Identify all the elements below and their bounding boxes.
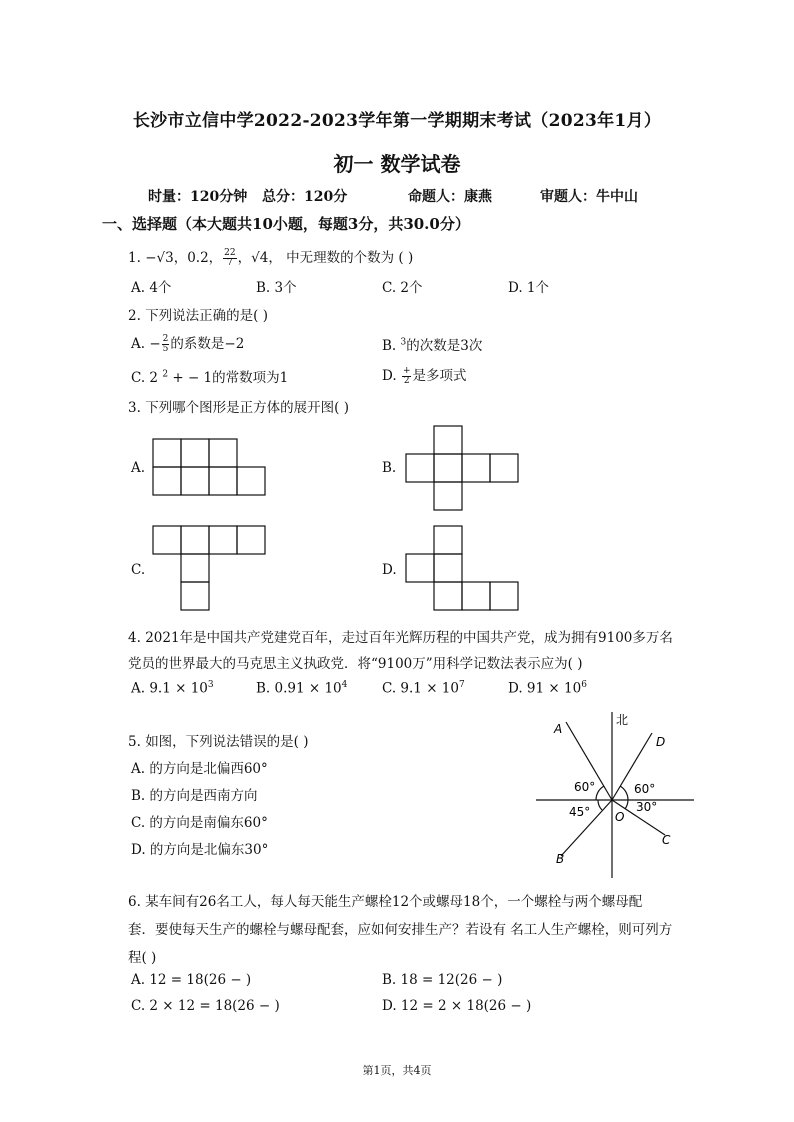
option-d: D. $91 \times 10^6$ [508,680,587,697]
option-b: B. $^3$的次数是3次 [382,337,483,354]
fraction: $\frac{22}{7}$ [224,248,236,268]
question-number: 2. [128,308,141,324]
option-c: C. $9.1 \times 10^7$ [382,680,465,697]
cube-net-b [405,425,525,513]
option-c: C. 的方向是南偏东60° [131,815,268,831]
option-a: A. − $\frac{2}{5}$ 的系数是−2 [131,334,245,354]
option-c: C. 2个 [382,280,423,296]
cube-net-c [152,525,272,613]
question-number: 1. [128,250,141,266]
question-number: 6. [128,894,141,910]
exam-score: 总分：120分 [262,189,348,205]
question-stem: 下列说法正确的是( ) [145,308,269,324]
ray-ob [561,800,612,856]
question-number: 5. [128,734,141,750]
angle-label-right-bottom: 30° [636,800,658,814]
figure-label-d: D. [382,562,397,578]
figure-label-c: C. [131,562,146,578]
section-heading: 一、选择题（本大题共10小题，每题3分，共30.0分） [102,215,470,233]
exam-title: 长沙市立信中学2022-2023学年第一学期期末考试（2023年1月） [132,111,662,131]
question-stem: 下列哪个图形是正方体的展开图( ) [145,400,350,416]
point-b-label: B [556,852,565,866]
angle-arc-right-bottom [625,800,628,809]
option-a: A. $9.1 \times 10^3$ [131,680,214,697]
option-b: B. 18 = 12(26 − ) [382,972,503,988]
question-stem: 某车间有26名工人，每人每天能生产螺栓12个或螺母18个，一个螺栓与两个螺母配 [145,894,643,910]
angle-arc-left-top [596,786,604,800]
option-d: D. 12 = 2 × 18(26 − ) [382,998,532,1014]
question-number: 3. [128,400,141,416]
point-c-label: C [662,833,671,847]
option-d: D. 1个 [508,280,550,296]
question-stem: −√3，0.2， [145,250,223,266]
exam-author: 命题人：康燕 [408,189,492,205]
point-a-label: A [554,722,563,736]
exam-time: 时量：120分钟 [148,189,248,205]
fraction: $\frac{2}{5}$ [162,334,169,354]
option-a: A. 的方向是北偏西60° [131,761,268,777]
option-a: A. 4个 [131,280,172,296]
fraction: $\frac{+}{2}$ [402,366,411,386]
figure-label-a: A. [131,460,146,476]
question-stem: 2021年是中国共产党建党百年，走过百年光辉历程的中国共产党，成为拥有9100多万名 [145,630,673,646]
question-3 [128,396,349,416]
option-b: B. $0.91 \times 10^4$ [256,680,348,697]
question-1 [128,246,413,268]
cube-net-a [152,438,272,498]
option-c: C. 2 × 12 = 18(26 − ) [131,998,280,1014]
page-footer: 第1页，共4页 [362,1064,432,1077]
angle-label-left-bottom: 45° [569,805,591,819]
ray-oc [612,800,665,835]
exam-reviewer: 审题人：牛中山 [540,189,638,205]
question-4-line-2: 党员的世界最大的马克思主义执政党．将“9100万”用科学记数法表示应为( ) [128,656,583,672]
angle-label-right-top: 60° [634,782,656,796]
option-b: B. 3个 [256,280,297,296]
option-a: A. 12 = 18(26 − ) [131,972,252,988]
ray-oa [566,722,612,800]
angle-arc-right-top [620,786,628,800]
option-c: C. 2 $^2$ + − 1的常数项为1 [131,369,289,386]
ray-od [612,733,652,800]
exam-subtitle: 初一 数学试卷 [333,152,461,176]
question-stem: 如图，下列说法错误的是( ) [145,734,309,750]
north-label: 北 [616,713,629,727]
option-b: B. 的方向是西南方向 [131,788,258,804]
question-4-line-1 [128,626,673,646]
question-number: 4. [128,630,141,646]
option-d: D. $\frac{+}{2}$ 是多项式 [382,366,467,386]
question-6-line-1 [128,890,642,910]
option-d: D. 的方向是北偏东30° [131,842,269,858]
point-d-label: D [656,735,666,749]
angle-arc-left-bottom [598,800,602,810]
question-stem: ，√4， 中无理数的个数为 ( ) [237,250,414,266]
question-6-line-3: 程( ) [128,950,157,966]
cube-net-d [405,525,525,613]
question-6-line-2: 套．要使每天生产的螺栓与螺母配套，应如何安排生产？若设有 名工人生产螺栓，则可列方 [128,922,673,938]
angle-label-left-top: 60° [574,780,596,794]
question-2 [128,304,268,324]
question-5 [128,730,309,750]
point-o-label: O [615,810,625,824]
figure-label-b: B. [382,460,397,476]
